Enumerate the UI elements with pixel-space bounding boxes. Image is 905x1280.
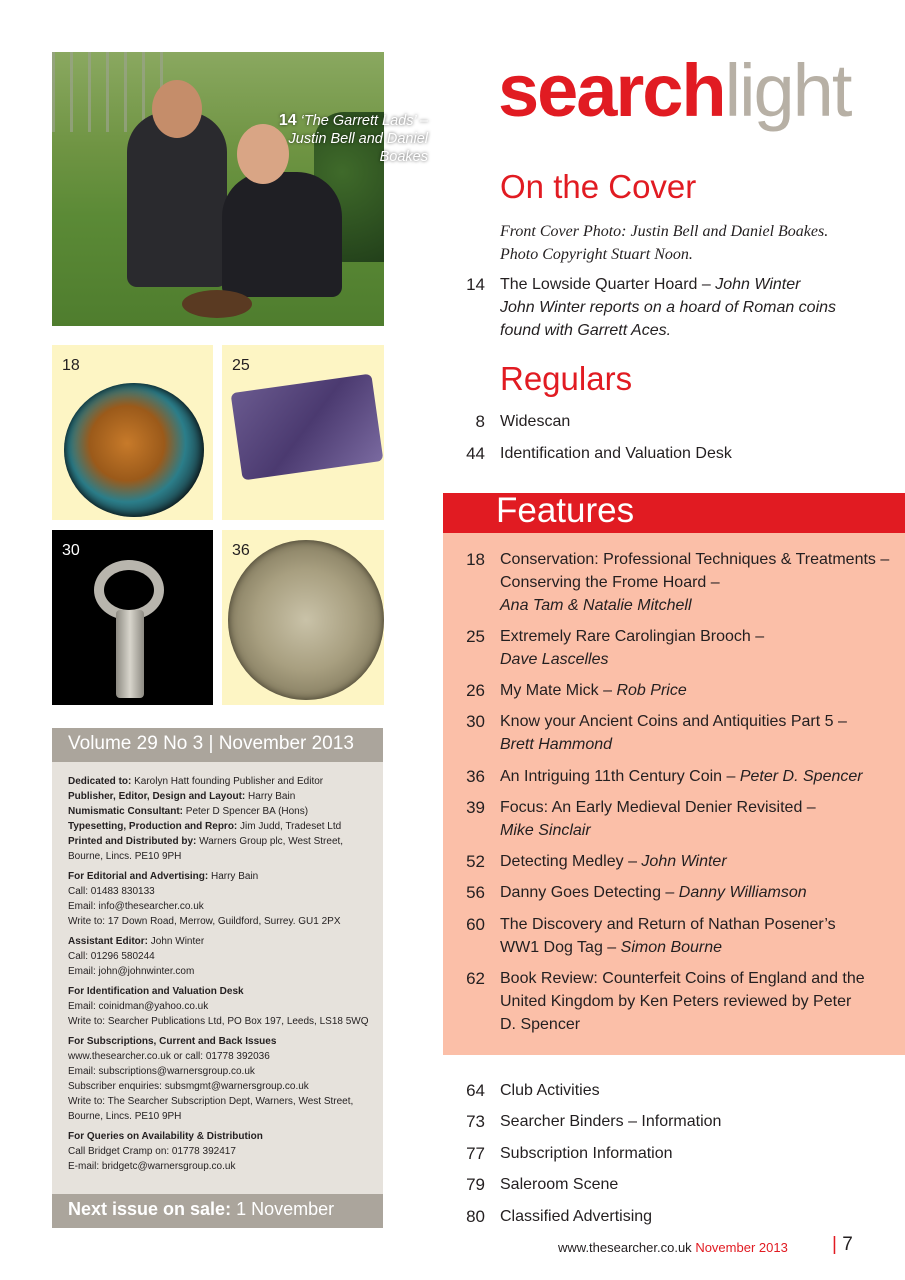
regulars-heading: Regulars [500,360,633,397]
features-list [443,533,905,1055]
footer-month: November 2013 [695,1240,788,1255]
entry-text: The Discovery and Return of Nathan Posener’s WW1 Dog Tag – Simon Bourne [500,916,836,956]
person-justin-shape [127,112,227,287]
distribution-contact: For Queries on Availability & Distribution Call Bridget Cramp on: 01778 392417 E-mail: bridgetc@warnersgroup.co.uk [68,1131,263,1172]
entry-title: Searcher Binders – Information [500,1113,722,1130]
masthead-credits [52,762,383,1194]
tile-30 [52,530,213,705]
entry-page: 25 [466,627,485,646]
entry-text: The Lowside Quarter Hoard – John Winter John Winter reports on a hoard of Roman coins found with Garrett Aces. [500,276,837,339]
entry-text: My Mate Mick – Rob Price [500,682,687,699]
entry-page: 8 [475,412,485,431]
tile-page-number: 36 [232,542,250,559]
next-issue-bar [52,1194,383,1228]
page-number: | 7 [832,1234,853,1255]
entry-text: Extremely Rare Carolingian Brooch – Dave Lascelles [500,628,765,668]
brooch-bar-shape [116,610,144,698]
entry-page: 62 [466,969,485,988]
searchlight-logo: searchlight [498,49,851,132]
entry-text: Focus: An Early Medieval Denier Revisited – Mike Sinclair [500,799,816,839]
entry-title: Classified Advertising [500,1208,653,1225]
entry-page: 60 [466,915,485,934]
credit-line: Printed and Distributed by: Warners Group plc, West Street, Bourne, Lincs. PE10 9PH [68,836,344,862]
cover-photo-page: 14 [278,112,297,129]
credit-line: Numismatic Consultant: Peter D Spencer BA (Hons) [68,806,309,817]
dig-hole-shape [182,290,252,318]
entry-page: 39 [466,798,485,817]
idval-contact: For Identification and Valuation Desk Email: coinidman@yahoo.co.uk Write to: Searcher Publications Ltd, PO Box 197, Leeds, LS18 5WQ [68,986,369,1027]
entry-page: 36 [466,767,485,786]
entry-title: Identification and Valuation Desk [500,445,732,462]
credit-line: Publisher, Editor, Design and Layout: Harry Bain [68,791,296,802]
footer-url[interactable]: www.thesearcher.co.uk [558,1240,692,1255]
cover-photo-caption [270,112,428,166]
entry-page: 18 [466,550,485,569]
entry-title: Widescan [500,413,571,430]
entry-page: 14 [466,275,485,294]
entry-page: 64 [466,1081,485,1100]
entry-page: 26 [466,681,485,700]
entry-page: 30 [466,712,485,731]
tile-18 [52,345,213,520]
credit-line: Typesetting, Production and Repro: Jim Judd, Tradeset Ltd [68,821,342,832]
entry-text: Conservation: Professional Techniques & Treatments – Conserving the Frome Hoard – Ana Tam & Natalie Mitchell [500,551,890,614]
entry-text: An Intriguing 11th Century Coin – Peter D. Spencer [500,768,863,785]
entry-page: 44 [466,444,485,463]
silver-brooch-image [94,550,164,700]
entry-description: John Winter reports on a hoard of Roman coins found with Garrett Aces. [500,299,837,339]
credit-line: Dedicated to: Karolyn Hatt founding Publisher and Editor [68,776,324,787]
features-heading: Features [496,491,635,530]
entry-title: Saleroom Scene [500,1176,619,1193]
entry-page: 52 [466,852,485,871]
entry-text: Know your Ancient Coins and Antiquities Part 5 – Brett Hammond [500,713,847,753]
entry-page: 80 [466,1207,485,1226]
next-issue-label: Next issue on sale: 1 November [68,1199,335,1219]
tile-page-number: 18 [62,357,80,374]
medieval-coin-image [228,540,384,700]
entry-text: Danny Goes Detecting – Danny Williamson [500,884,807,901]
volume-bar [52,728,383,762]
cover-photo-credit: Front Cover Photo: Justin Bell and Daniel Boakes. Photo Copyright Stuart Noon. [500,223,829,263]
cover-photo [52,52,428,326]
next-issue-date: 1 November [236,1199,335,1219]
entry-page: 77 [466,1144,485,1163]
tile-25 [222,345,384,520]
assistant-contact: Assistant Editor: John Winter Call: 01296 580244 Email: john@johnwinter.com [68,936,205,977]
entry-page: 73 [466,1112,485,1131]
entry-title: Book Review: Counterfeit Coins of England and the United Kingdom by Ken Peters reviewed by Peter D. Spencer [500,970,865,1033]
head-justin-shape [152,80,202,138]
cover-photo-caption-text: ‘The Garrett Lads’ – Justin Bell and Daniel Boakes [288,113,428,165]
carolingian-brooch-image [231,374,384,481]
entry-text: Detecting Medley – John Winter [500,853,727,870]
features-heading-bar [443,493,905,533]
entry-page: 79 [466,1175,485,1194]
conserved-coin-image [64,383,204,517]
volume-text: Volume 29 No 3 | November 2013 [68,733,354,754]
tile-page-number: 30 [62,542,80,559]
on-the-cover-heading: On the Cover [500,168,697,205]
entry-title: Club Activities [500,1082,600,1099]
editorial-contact: For Editorial and Advertising: Harry Bain Call: 01483 830133 Email: info@thesearcher.co.uk Write to: 17 Down Road, Merrow, Guildford, Surrey. GU1 2PX [68,871,341,927]
tile-36 [222,530,384,705]
person-daniel-shape [222,172,342,297]
footer-credit [558,1240,788,1255]
entry-title: Subscription Information [500,1145,673,1162]
entry-page: 56 [466,883,485,902]
tile-page-number: 25 [232,357,250,374]
subscription-contact: For Subscriptions, Current and Back Issues www.thesearcher.co.uk or call: 01778 392036 Email: subscriptions@warnersgroup.co.uk Subscriber enquiries: subsmgmt@warnersgroup.co.uk Write to: The Searcher Subscription Dept, Warners, West Street, Bourne, Lincs. PE10 9PH [68,1036,354,1122]
